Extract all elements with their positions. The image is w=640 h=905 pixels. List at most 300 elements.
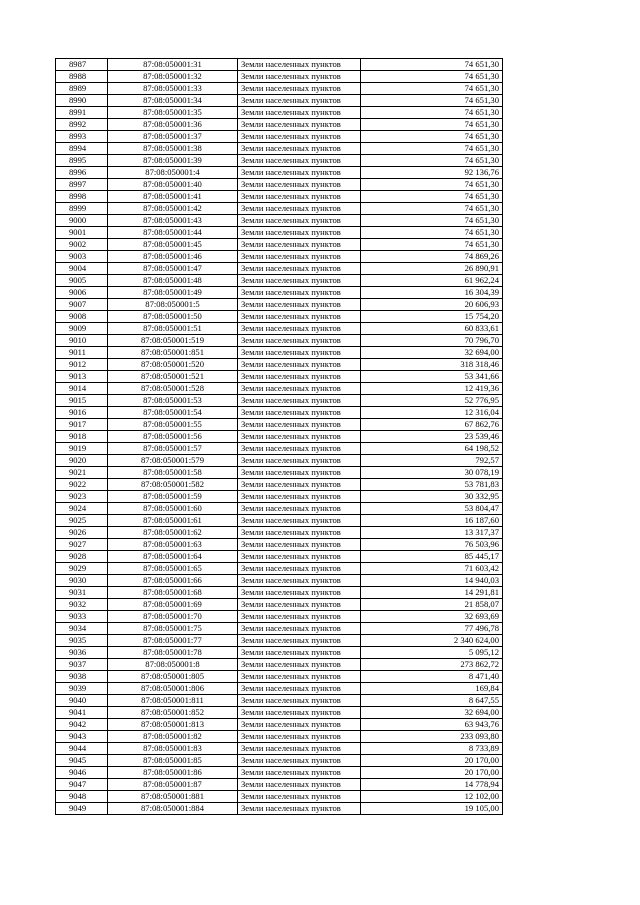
land-category-cell: Земли населенных пунктов (238, 83, 361, 95)
land-category-cell: Земли населенных пунктов (238, 155, 361, 167)
cadastral-number-cell: 87:08:050001:38 (108, 143, 238, 155)
cadastral-value-cell: 8 471,40 (361, 671, 503, 683)
table-row (56, 383, 503, 395)
table-row (56, 263, 503, 275)
cadastral-value-cell: 32 694,00 (361, 707, 503, 719)
table-row (56, 443, 503, 455)
cadastral-value-cell: 53 804,47 (361, 503, 503, 515)
cadastral-value-cell: 273 862,72 (361, 659, 503, 671)
cadastral-number-cell: 87:08:050001:31 (108, 59, 238, 71)
row-number-cell: 9010 (56, 335, 108, 347)
land-category-cell: Земли населенных пунктов (238, 71, 361, 83)
table-row (56, 767, 503, 779)
cadastral-value-cell: 74 651,30 (361, 191, 503, 203)
cadastral-value-cell: 71 603,42 (361, 563, 503, 575)
row-number-cell: 9049 (56, 803, 108, 815)
land-category-cell: Земли населенных пунктов (238, 407, 361, 419)
cadastral-value-cell: 8 647,55 (361, 695, 503, 707)
cadastral-number-cell: 87:08:050001:68 (108, 587, 238, 599)
cadastral-value-cell: 8 733,89 (361, 743, 503, 755)
land-category-cell: Земли населенных пунктов (238, 107, 361, 119)
table-row (56, 347, 503, 359)
land-category-cell: Земли населенных пунктов (238, 275, 361, 287)
cadastral-number-cell: 87:08:050001:66 (108, 575, 238, 587)
cadastral-value-cell: 74 651,30 (361, 203, 503, 215)
row-number-cell: 8988 (56, 71, 108, 83)
cadastral-value-cell: 32 694,00 (361, 347, 503, 359)
table-row (56, 515, 503, 527)
cadastral-number-cell: 87:08:050001:59 (108, 491, 238, 503)
cadastral-number-cell: 87:08:050001:37 (108, 131, 238, 143)
land-category-cell: Земли населенных пунктов (238, 179, 361, 191)
row-number-cell: 9000 (56, 215, 108, 227)
table-row (56, 239, 503, 251)
row-number-cell: 8993 (56, 131, 108, 143)
cadastral-value-cell: 792,57 (361, 455, 503, 467)
table-row (56, 83, 503, 95)
row-number-cell: 9025 (56, 515, 108, 527)
table-row (56, 131, 503, 143)
table-row (56, 287, 503, 299)
land-category-cell: Земли населенных пунктов (238, 659, 361, 671)
row-number-cell: 9011 (56, 347, 108, 359)
land-category-cell: Земли населенных пунктов (238, 227, 361, 239)
land-category-cell: Земли населенных пунктов (238, 431, 361, 443)
land-category-cell: Земли населенных пунктов (238, 455, 361, 467)
row-number-cell: 9029 (56, 563, 108, 575)
cadastral-number-cell: 87:08:050001:519 (108, 335, 238, 347)
row-number-cell: 9027 (56, 539, 108, 551)
cadastral-number-cell: 87:08:050001:41 (108, 191, 238, 203)
table-row (56, 731, 503, 743)
land-category-cell: Земли населенных пунктов (238, 695, 361, 707)
table-row (56, 671, 503, 683)
row-number-cell: 9005 (56, 275, 108, 287)
cadastral-value-cell: 74 651,30 (361, 59, 503, 71)
table-row (56, 575, 503, 587)
land-category-cell: Земли населенных пунктов (238, 323, 361, 335)
table-row (56, 179, 503, 191)
row-number-cell: 9022 (56, 479, 108, 491)
table-row (56, 419, 503, 431)
cadastral-value-cell: 5 095,12 (361, 647, 503, 659)
land-category-cell: Земли населенных пунктов (238, 731, 361, 743)
cadastral-value-cell: 74 651,30 (361, 83, 503, 95)
cadastral-value-cell: 92 136,76 (361, 167, 503, 179)
row-number-cell: 9013 (56, 371, 108, 383)
table-row (56, 95, 503, 107)
cadastral-number-cell: 87:08:050001:44 (108, 227, 238, 239)
table-row (56, 455, 503, 467)
table-row (56, 227, 503, 239)
cadastral-value-cell: 19 105,00 (361, 803, 503, 815)
land-category-cell: Земли населенных пунктов (238, 383, 361, 395)
land-category-cell: Земли населенных пунктов (238, 587, 361, 599)
row-number-cell: 9006 (56, 287, 108, 299)
table-row (56, 707, 503, 719)
cadastral-value-cell: 67 862,76 (361, 419, 503, 431)
land-category-cell: Земли населенных пунктов (238, 131, 361, 143)
land-category-cell: Земли населенных пунктов (238, 443, 361, 455)
row-number-cell: 8997 (56, 179, 108, 191)
cadastral-number-cell: 87:08:050001:64 (108, 551, 238, 563)
cadastral-number-cell: 87:08:050001:78 (108, 647, 238, 659)
table-row (56, 635, 503, 647)
row-number-cell: 9018 (56, 431, 108, 443)
land-category-cell: Земли населенных пунктов (238, 719, 361, 731)
land-category-cell: Земли населенных пунктов (238, 419, 361, 431)
land-category-cell: Земли населенных пунктов (238, 515, 361, 527)
cadastral-value-cell: 21 858,07 (361, 599, 503, 611)
cadastral-number-cell: 87:08:050001:86 (108, 767, 238, 779)
land-category-cell: Земли населенных пунктов (238, 191, 361, 203)
row-number-cell: 9016 (56, 407, 108, 419)
table-row (56, 803, 503, 815)
cadastral-value-cell: 60 833,61 (361, 323, 503, 335)
table-row (56, 119, 503, 131)
land-category-cell: Земли населенных пунктов (238, 575, 361, 587)
cadastral-value-cell: 64 198,52 (361, 443, 503, 455)
cadastral-value-cell: 74 651,30 (361, 107, 503, 119)
row-number-cell: 9039 (56, 683, 108, 695)
row-number-cell: 8994 (56, 143, 108, 155)
cadastral-value-cell: 318 318,46 (361, 359, 503, 371)
table-row (56, 359, 503, 371)
cadastral-value-cell: 53 781,83 (361, 479, 503, 491)
table-row (56, 395, 503, 407)
row-number-cell: 9019 (56, 443, 108, 455)
land-category-cell: Земли населенных пунктов (238, 335, 361, 347)
land-category-cell: Земли населенных пунктов (238, 263, 361, 275)
cadastral-value-cell: 14 291,81 (361, 587, 503, 599)
land-category-cell: Земли населенных пунктов (238, 251, 361, 263)
cadastral-number-cell: 87:08:050001:34 (108, 95, 238, 107)
cadastral-number-cell: 87:08:050001:62 (108, 527, 238, 539)
cadastral-number-cell: 87:08:050001:63 (108, 539, 238, 551)
table-row (56, 431, 503, 443)
table-row (56, 695, 503, 707)
cadastral-value-cell: 74 869,26 (361, 251, 503, 263)
land-category-cell: Земли населенных пунктов (238, 791, 361, 803)
cadastral-number-cell: 87:08:050001:35 (108, 107, 238, 119)
land-category-cell: Земли населенных пунктов (238, 671, 361, 683)
land-category-cell: Земли населенных пунктов (238, 647, 361, 659)
cadastral-number-cell: 87:08:050001:53 (108, 395, 238, 407)
cadastral-number-cell: 87:08:050001:43 (108, 215, 238, 227)
cadastral-number-cell: 87:08:050001:805 (108, 671, 238, 683)
row-number-cell: 8992 (56, 119, 108, 131)
land-category-cell: Земли населенных пунктов (238, 347, 361, 359)
cadastral-value-cell: 169,84 (361, 683, 503, 695)
row-number-cell: 9045 (56, 755, 108, 767)
row-number-cell: 9003 (56, 251, 108, 263)
cadastral-value-cell: 30 332,95 (361, 491, 503, 503)
cadastral-number-cell: 87:08:050001:45 (108, 239, 238, 251)
table-row (56, 299, 503, 311)
row-number-cell: 9036 (56, 647, 108, 659)
row-number-cell: 9021 (56, 467, 108, 479)
cadastral-number-cell: 87:08:050001:33 (108, 83, 238, 95)
table-row (56, 527, 503, 539)
cadastral-number-cell: 87:08:050001:32 (108, 71, 238, 83)
table-row (56, 587, 503, 599)
row-number-cell: 9038 (56, 671, 108, 683)
cadastral-number-cell: 87:08:050001:54 (108, 407, 238, 419)
cadastral-value-cell: 12 102,00 (361, 791, 503, 803)
cadastral-number-cell: 87:08:050001:70 (108, 611, 238, 623)
table-row (56, 143, 503, 155)
land-category-cell: Земли населенных пунктов (238, 299, 361, 311)
land-category-cell: Земли населенных пунктов (238, 59, 361, 71)
row-number-cell: 9046 (56, 767, 108, 779)
cadastral-number-cell: 87:08:050001:4 (108, 167, 238, 179)
cadastral-value-cell: 74 651,30 (361, 131, 503, 143)
row-number-cell: 9037 (56, 659, 108, 671)
cadastral-number-cell: 87:08:050001:811 (108, 695, 238, 707)
table-row (56, 203, 503, 215)
land-category-cell: Земли населенных пунктов (238, 143, 361, 155)
table-row (56, 659, 503, 671)
table-row (56, 215, 503, 227)
cadastral-value-cell: 20 606,93 (361, 299, 503, 311)
cadastral-number-cell: 87:08:050001:5 (108, 299, 238, 311)
cadastral-value-cell: 74 651,30 (361, 71, 503, 83)
cadastral-value-cell: 77 496,78 (361, 623, 503, 635)
table-row (56, 467, 503, 479)
cadastral-value-cell: 12 316,04 (361, 407, 503, 419)
row-number-cell: 9028 (56, 551, 108, 563)
table-row (56, 167, 503, 179)
land-category-cell: Земли населенных пунктов (238, 203, 361, 215)
row-number-cell: 9008 (56, 311, 108, 323)
cadastral-number-cell: 87:08:050001:83 (108, 743, 238, 755)
row-number-cell: 9047 (56, 779, 108, 791)
cadastral-number-cell: 87:08:050001:851 (108, 347, 238, 359)
land-category-cell: Земли населенных пунктов (238, 599, 361, 611)
cadastral-value-cell: 15 754,20 (361, 311, 503, 323)
land-category-cell: Земли населенных пунктов (238, 743, 361, 755)
land-category-cell: Земли населенных пунктов (238, 467, 361, 479)
land-category-cell: Земли населенных пунктов (238, 119, 361, 131)
table-row (56, 539, 503, 551)
cadastral-number-cell: 87:08:050001:36 (108, 119, 238, 131)
row-number-cell: 9014 (56, 383, 108, 395)
table-row (56, 563, 503, 575)
land-category-cell: Земли населенных пунктов (238, 239, 361, 251)
cadastral-number-cell: 87:08:050001:87 (108, 779, 238, 791)
row-number-cell: 9041 (56, 707, 108, 719)
table-row (56, 647, 503, 659)
land-category-cell: Земли населенных пунктов (238, 287, 361, 299)
row-number-cell: 8989 (56, 83, 108, 95)
land-category-cell: Земли населенных пунктов (238, 551, 361, 563)
cadastral-number-cell: 87:08:050001:46 (108, 251, 238, 263)
cadastral-value-cell: 26 890,91 (361, 263, 503, 275)
cadastral-value-cell: 23 539,46 (361, 431, 503, 443)
cadastral-value-cell: 53 341,66 (361, 371, 503, 383)
row-number-cell: 8995 (56, 155, 108, 167)
cadastral-number-cell: 87:08:050001:61 (108, 515, 238, 527)
cadastral-value-cell: 74 651,30 (361, 119, 503, 131)
land-category-cell: Земли населенных пунктов (238, 395, 361, 407)
row-number-cell: 9001 (56, 227, 108, 239)
table-row (56, 479, 503, 491)
table-row (56, 311, 503, 323)
row-number-cell: 9032 (56, 599, 108, 611)
table-row (56, 275, 503, 287)
cadastral-number-cell: 87:08:050001:58 (108, 467, 238, 479)
row-number-cell: 9043 (56, 731, 108, 743)
land-category-cell: Земли населенных пунктов (238, 479, 361, 491)
table-row (56, 623, 503, 635)
row-number-cell: 9004 (56, 263, 108, 275)
cadastral-value-cell: 14 778,94 (361, 779, 503, 791)
row-number-cell: 9034 (56, 623, 108, 635)
row-number-cell: 8991 (56, 107, 108, 119)
table-row (56, 719, 503, 731)
land-category-cell: Земли населенных пунктов (238, 539, 361, 551)
row-number-cell: 9042 (56, 719, 108, 731)
row-number-cell: 9040 (56, 695, 108, 707)
cadastral-value-cell: 74 651,30 (361, 143, 503, 155)
cadastral-value-cell: 74 651,30 (361, 227, 503, 239)
table-row (56, 551, 503, 563)
cadastral-number-cell: 87:08:050001:528 (108, 383, 238, 395)
row-number-cell: 9007 (56, 299, 108, 311)
table-row (56, 59, 503, 71)
land-category-cell: Земли населенных пунктов (238, 707, 361, 719)
land-category-cell: Земли населенных пунктов (238, 311, 361, 323)
table-row (56, 407, 503, 419)
row-number-cell: 9031 (56, 587, 108, 599)
cadastral-value-cell: 32 693,69 (361, 611, 503, 623)
row-number-cell: 8990 (56, 95, 108, 107)
cadastral-value-cell: 74 651,30 (361, 155, 503, 167)
row-number-cell: 9035 (56, 635, 108, 647)
cadastral-number-cell: 87:08:050001:852 (108, 707, 238, 719)
cadastral-value-cell: 20 170,00 (361, 767, 503, 779)
cadastral-value-cell: 74 651,30 (361, 179, 503, 191)
row-number-cell: 9024 (56, 503, 108, 515)
cadastral-value-cell: 74 651,30 (361, 215, 503, 227)
cadastral-value-cell: 63 943,76 (361, 719, 503, 731)
row-number-cell: 9033 (56, 611, 108, 623)
land-category-cell: Земли населенных пунктов (238, 683, 361, 695)
table-row (56, 503, 503, 515)
cadastral-number-cell: 87:08:050001:51 (108, 323, 238, 335)
land-category-cell: Земли населенных пунктов (238, 359, 361, 371)
cadastral-number-cell: 87:08:050001:48 (108, 275, 238, 287)
land-category-cell: Земли населенных пунктов (238, 767, 361, 779)
cadastral-value-cell: 233 093,80 (361, 731, 503, 743)
cadastral-number-cell: 87:08:050001:60 (108, 503, 238, 515)
cadastral-value-cell: 2 340 624,00 (361, 635, 503, 647)
row-number-cell: 9030 (56, 575, 108, 587)
cadastral-number-cell: 87:08:050001:77 (108, 635, 238, 647)
cadastral-value-cell: 14 940,03 (361, 575, 503, 587)
cadastral-value-cell: 30 078,19 (361, 467, 503, 479)
cadastral-number-cell: 87:08:050001:806 (108, 683, 238, 695)
cadastral-number-cell: 87:08:050001:82 (108, 731, 238, 743)
land-category-cell: Земли населенных пунктов (238, 623, 361, 635)
row-number-cell: 8996 (56, 167, 108, 179)
table-row (56, 371, 503, 383)
cadastral-number-cell: 87:08:050001:40 (108, 179, 238, 191)
land-category-cell: Земли населенных пунктов (238, 779, 361, 791)
land-category-cell: Земли населенных пунктов (238, 527, 361, 539)
cadastral-number-cell: 87:08:050001:85 (108, 755, 238, 767)
cadastral-number-cell: 87:08:050001:582 (108, 479, 238, 491)
cadastral-number-cell: 87:08:050001:50 (108, 311, 238, 323)
table-row (56, 599, 503, 611)
row-number-cell: 8987 (56, 59, 108, 71)
row-number-cell: 8998 (56, 191, 108, 203)
land-category-cell: Земли населенных пунктов (238, 635, 361, 647)
row-number-cell: 9009 (56, 323, 108, 335)
cadastral-number-cell: 87:08:050001:39 (108, 155, 238, 167)
cadastral-value-cell: 20 170,00 (361, 755, 503, 767)
cadastral-number-cell: 87:08:050001:42 (108, 203, 238, 215)
table-row (56, 107, 503, 119)
table-row (56, 71, 503, 83)
row-number-cell: 9015 (56, 395, 108, 407)
table-row (56, 323, 503, 335)
cadastral-value-cell: 13 317,37 (361, 527, 503, 539)
table-row (56, 611, 503, 623)
row-number-cell: 8999 (56, 203, 108, 215)
row-number-cell: 9044 (56, 743, 108, 755)
table-row (56, 779, 503, 791)
cadastral-number-cell: 87:08:050001:520 (108, 359, 238, 371)
cadastral-number-cell: 87:08:050001:813 (108, 719, 238, 731)
cadastral-value-table (55, 58, 503, 815)
table-body (56, 59, 503, 815)
cadastral-number-cell: 87:08:050001:56 (108, 431, 238, 443)
row-number-cell: 9048 (56, 791, 108, 803)
cadastral-value-cell: 70 796,70 (361, 335, 503, 347)
cadastral-number-cell: 87:08:050001:57 (108, 443, 238, 455)
row-number-cell: 9020 (56, 455, 108, 467)
row-number-cell: 9026 (56, 527, 108, 539)
table-row (56, 491, 503, 503)
cadastral-number-cell: 87:08:050001:49 (108, 287, 238, 299)
cadastral-value-cell: 76 503,96 (361, 539, 503, 551)
land-category-cell: Земли населенных пунктов (238, 167, 361, 179)
cadastral-number-cell: 87:08:050001:55 (108, 419, 238, 431)
land-category-cell: Земли населенных пунктов (238, 611, 361, 623)
cadastral-value-cell: 74 651,30 (361, 239, 503, 251)
table-row (56, 683, 503, 695)
land-category-cell: Земли населенных пунктов (238, 755, 361, 767)
cadastral-value-cell: 85 445,17 (361, 551, 503, 563)
table-row (56, 755, 503, 767)
land-category-cell: Земли населенных пунктов (238, 95, 361, 107)
land-category-cell: Земли населенных пунктов (238, 803, 361, 815)
land-category-cell: Земли населенных пунктов (238, 491, 361, 503)
land-category-cell: Земли населенных пунктов (238, 215, 361, 227)
cadastral-value-cell: 74 651,30 (361, 95, 503, 107)
cadastral-number-cell: 87:08:050001:65 (108, 563, 238, 575)
cadastral-number-cell: 87:08:050001:69 (108, 599, 238, 611)
row-number-cell: 9012 (56, 359, 108, 371)
cadastral-value-cell: 61 962,24 (361, 275, 503, 287)
cadastral-value-cell: 52 776,95 (361, 395, 503, 407)
cadastral-number-cell: 87:08:050001:579 (108, 455, 238, 467)
row-number-cell: 9002 (56, 239, 108, 251)
land-category-cell: Земли населенных пунктов (238, 503, 361, 515)
cadastral-number-cell: 87:08:050001:8 (108, 659, 238, 671)
cadastral-number-cell: 87:08:050001:884 (108, 803, 238, 815)
